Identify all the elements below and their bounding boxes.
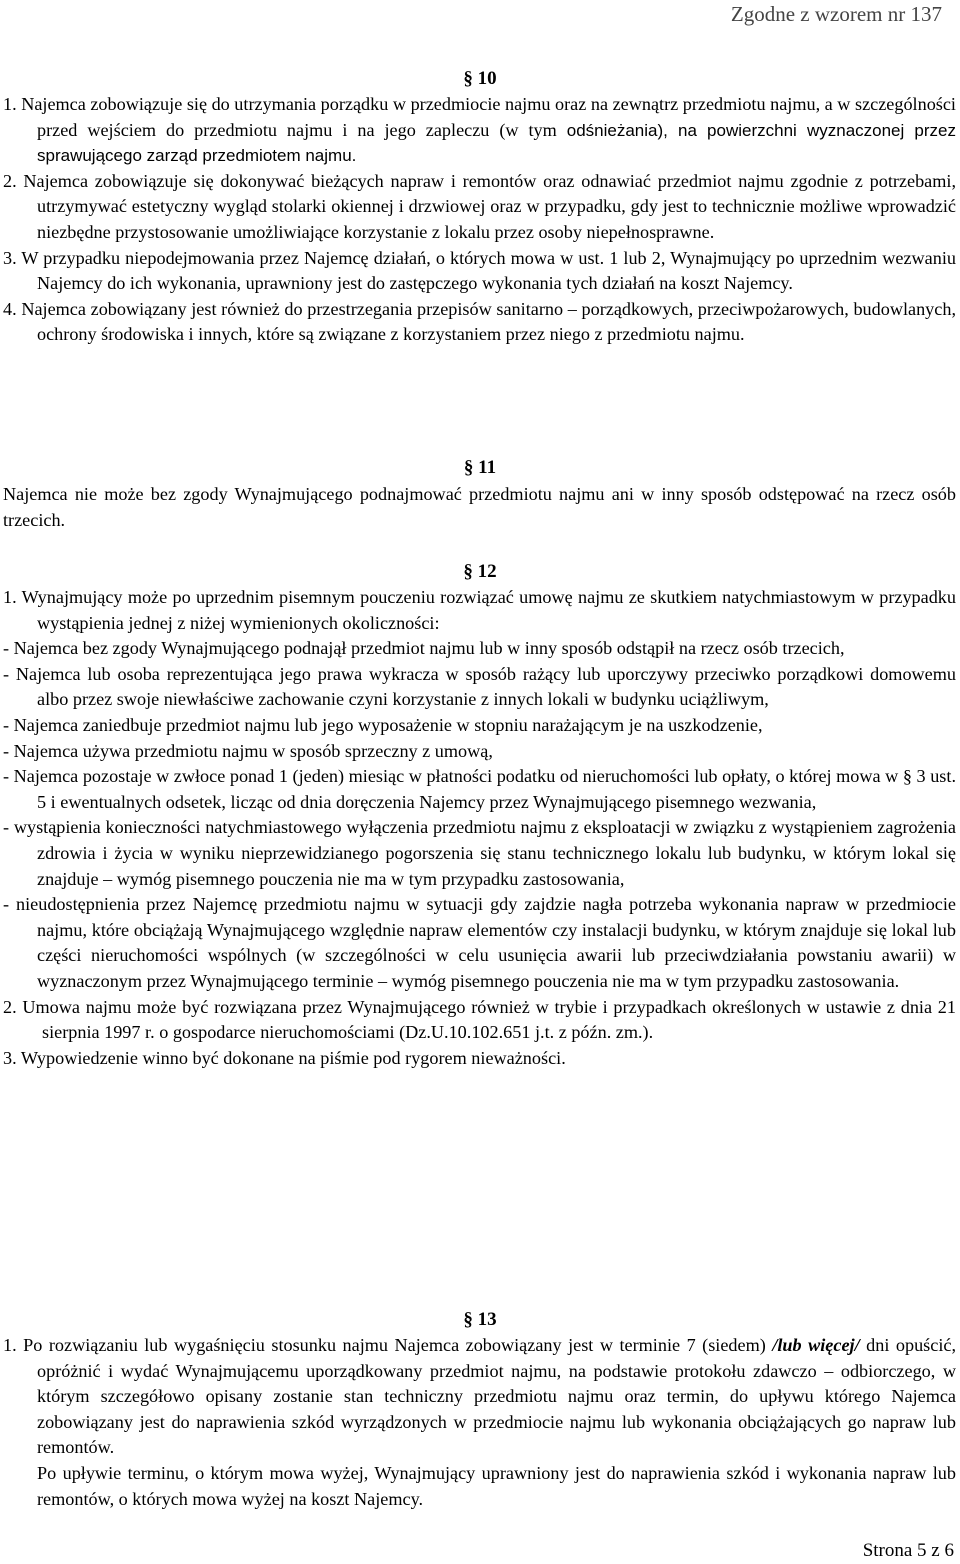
section-12-list-item: - nieudostępnienia przez Najemcę przedmiotu najmu w sytuacji gdy zajdzie nagła potrzeba wykonania napraw w przedmiocie najmu, które obciążają Wynajmującego względnie napraw elementów czy instalacji budynku, w którym znajduje się lokal lub części nieruchomości wspólnych (w szczególności w celu usunięcia awarii lub przeciwdziałania powstaniu awarii) w wyznaczonym przez Wynajmującego terminie – wymóg pisemnego pouczenia nie ma w tym przypadku zastosowania. <box>3 894 956 991</box>
section-13-paragraph-2: Po upływie terminu, o którym mowa wyżej, Wynajmujący uprawniony jest do naprawienia szkód i wykonania napraw lub remontów, o których mowa wyżej na koszt Najemcy. <box>37 1462 956 1509</box>
section-11-body <box>3 482 956 533</box>
section-12-list-item: - wystąpienia konieczności natychmiastowego wyłączenia przedmiotu najmu z eksploatacji w związku z wystąpieniem zagrożenia zdrowia i życia w wyniku nieprzewidzianego pogorszenia się stanu technicznego lokalu lub budynku, w którym lokal się znajduje – wymóg pisemnego pouczenia nie ma w tym przypadku zastosowania, <box>3 817 956 889</box>
section-12-list-item: - Najemca lub osoba reprezentująca jego prawa wykracza w sposób rażący lub uporczywy przeciwko porządkowi domowemu albo przez swoje niewłaściwe zachowanie czyni korzystanie z innych lokali w budynku uciążliwym, <box>3 663 956 710</box>
section-11-paragraph-1: Najemca nie może bez zgody Wynajmującego podnajmować przedmiotu najmu ani w inny sposób odstępować na rzecz osób trzecich. <box>3 484 956 530</box>
section-10-paragraph-1-sans-text: odśnieżania), na powierzchni wyznaczonej przez sprawującego zarząd przedmiotem najmu. <box>37 120 956 166</box>
section-12-paragraph-1: 1. Wynajmujący może po uprzednim pisemnym pouczeniu rozwiązać umowę najmu ze skutkiem natychmiastowym w przypadku wystąpienia jednej z niżej wymienionych okoliczności: <box>3 587 956 633</box>
section-11-title: § 11 <box>463 457 497 478</box>
section-10-body <box>3 92 956 348</box>
section-12-list-item: - Najemca zaniedbuje przedmiot najmu lub jego wyposażenie w stopniu narażającym je na uszkodzenie, <box>3 714 763 735</box>
section-13-title: § 13 <box>463 1309 497 1330</box>
section-12-list-item: - Najemca pozostaje w zwłoce ponad 1 (jeden) miesiąc w płatności podatku od nieruchomości lub opłaty, o której mowa w § 3 ust. 5 i ewentualnych odsetek, licząc od dnia doręczenia Najemcy przez Wynajmującego pisemnego wezwania, <box>3 766 956 812</box>
document-header: Zgodne z wzorem nr 137 <box>730 2 942 26</box>
section-10-title: § 10 <box>463 68 497 89</box>
section-10-paragraph-1 <box>3 92 956 169</box>
section-10-paragraph-1-text: 1. Najemca zobowiązuje się do utrzymania porządku w przedmiocie najmu oraz na zewnątrz przedmiotu najmu, a w szczególności przed wejściem do przedmiotu najmu i na jego zapleczu (w tym <box>3 94 956 140</box>
section-13-body <box>3 1333 956 1512</box>
section-12-title: § 12 <box>463 561 497 582</box>
section-12-body <box>3 585 956 1071</box>
section-10-paragraph-3: 3. W przypadku niepodejmowania przez Najemcę działań, o których mowa w ust. 1 lub 2, Wynajmujący po uprzednim wezwaniu Najemcy do ich wykonania, uprawniony jest do zastępczego wykonania tych działań na koszt Najemcy. <box>3 247 956 294</box>
page-number: Strona 5 z 6 <box>862 1540 954 1561</box>
section-10-paragraph-2: 2. Najemca zobowiązuje się dokonywać bieżących napraw i remontów oraz odnawiać przedmiot najmu zgodnie z potrzebami, utrzymywać estetyczny wygląd stolarki okiennej i drzwiowej oraz w przypadku, gdy jest to technicznie możliwe wprowadzić niezbędne przystosowanie umożliwiające korzystanie z lokalu przez osoby niepełnosprawne. <box>3 170 956 242</box>
section-12-list-item: - Najemca używa przedmiotu najmu w sposób sprzeczny z umową, <box>3 740 493 761</box>
section-13-emphasis: /lub więcej/ <box>772 1335 860 1355</box>
section-13-paragraph-1-text: 1. Po rozwiązaniu lub wygaśnięciu stosunku najmu Najemca zobowiązany jest w terminie 7 (siedem) <box>3 1335 773 1355</box>
section-12-paragraph-2: 2. Umowa najmu może być rozwiązana przez Wynajmującego również w trybie i przypadkach określonych w ustawie z dnia 21 sierpnia 1997 r. o gospodarce nieruchomościami (Dz.U.10.102.651 j.t. z późn. zm.). <box>3 996 956 1043</box>
section-12-paragraph-3: 3. Wypowiedzenie winno być dokonane na piśmie pod rygorem nieważności. <box>3 1047 566 1068</box>
section-10-paragraph-4: 4. Najemca zobowiązany jest również do przestrzegania przepisów sanitarno – porządkowych, przeciwpożarowych, budowlanych, ochrony środowiska i innych, które są związane z korzystaniem przez niego z przedmiotu najmu. <box>3 298 956 345</box>
section-13-paragraph-1-text-cont: dni opuścić, opróżnić i wydać Wynajmującemu uporządkowany przedmiot najmu, na podstawie protokołu zdawczo – odbiorczego, w którym szczegółowo opisany zostanie stan techniczny przedmiotu najmu oraz termin, do upływu którego Najemca zobowiązany jest do naprawienia szkód wyrządzonych w przedmiocie najmu lub wykonania obciążających go napraw lub remontów. <box>37 1335 956 1458</box>
section-12-list-item: - Najemca bez zgody Wynajmującego podnajął przedmiot najmu lub w inny sposób odstąpił na rzecz osób trzecich, <box>3 638 845 659</box>
section-13-paragraph-1 <box>3 1333 956 1461</box>
